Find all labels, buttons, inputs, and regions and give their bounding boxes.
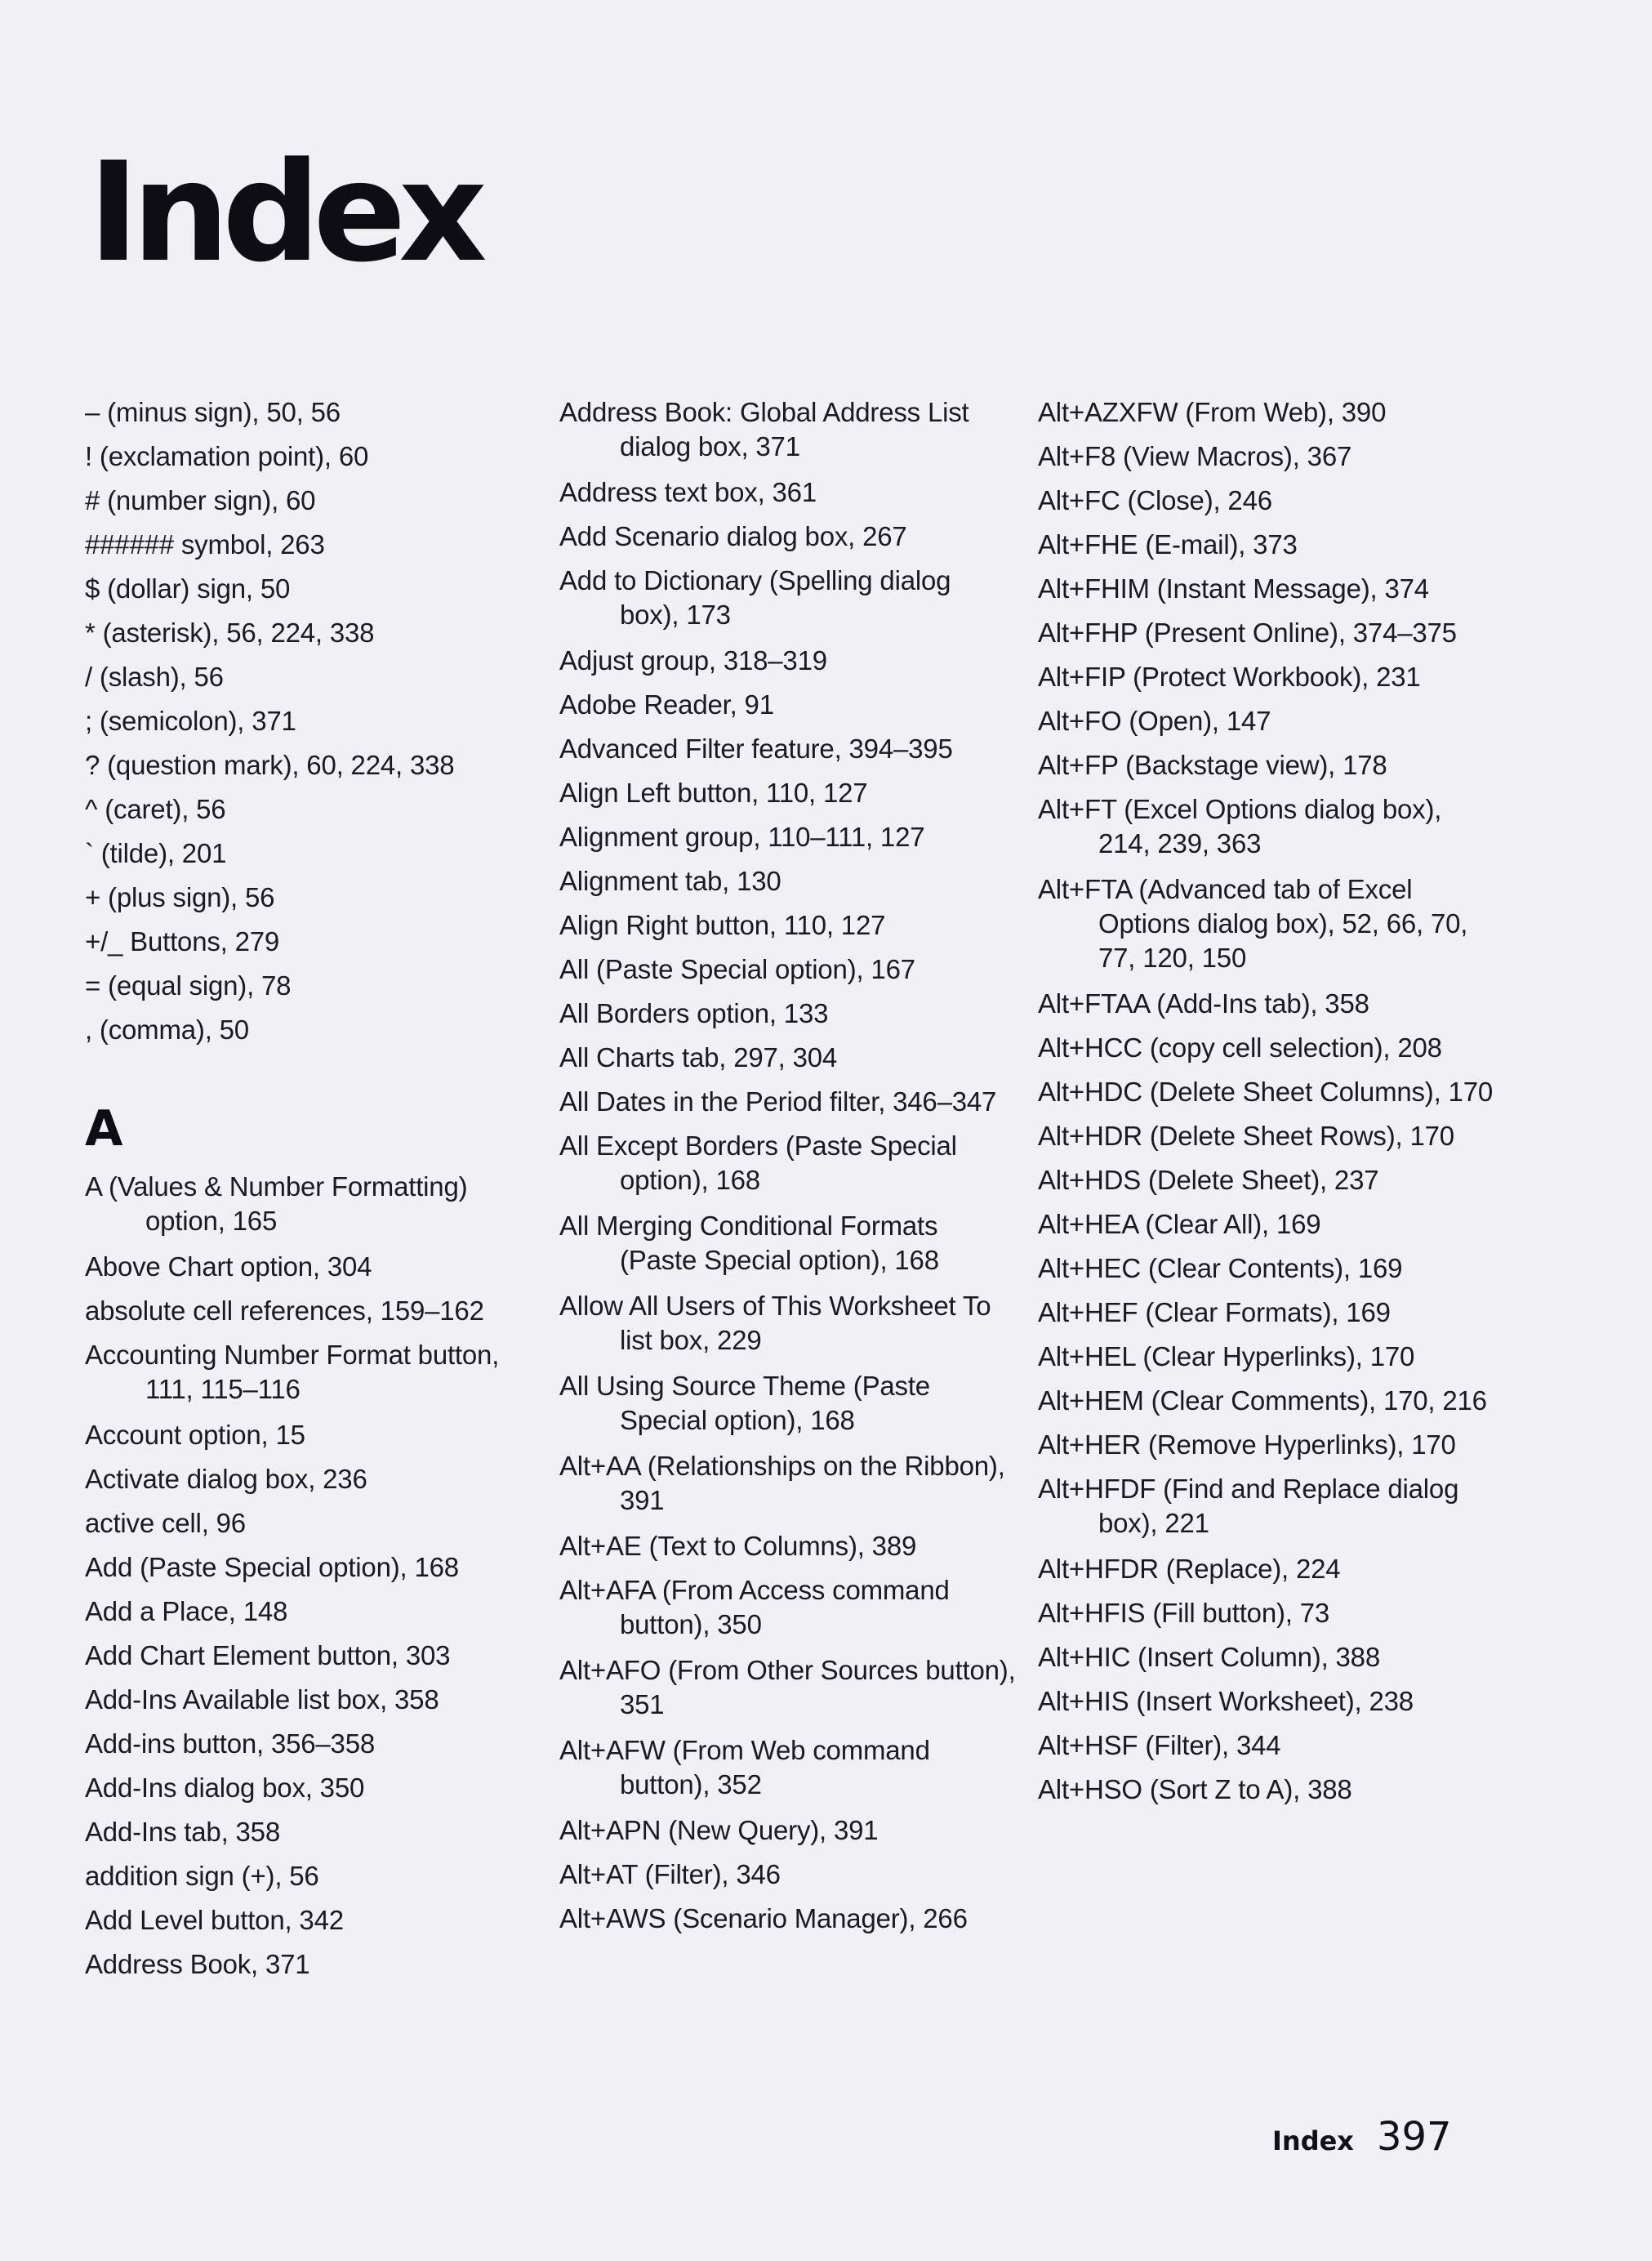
index-entry: # (number sign), 60 — [85, 485, 316, 515]
index-entry: Alt+FHIM (Instant Message), 374 — [1038, 573, 1429, 604]
index-entry: Address Book, 371 — [85, 1949, 310, 1979]
index-entry: Align Left button, 110, 127 — [559, 778, 868, 808]
index-entry: Alt+FT (Excel Options dialog box), 214, 239, 363 — [1038, 794, 1442, 858]
index-entry: Alt+FC (Close), 246 — [1038, 485, 1272, 515]
index-entry: Alt+AA (Relationships on the Ribbon), 391 — [559, 1451, 1005, 1515]
index-entry: / (slash), 56 — [85, 662, 224, 692]
index-entry: Alt+HDC (Delete Sheet Columns), 170 — [1038, 1077, 1493, 1107]
index-entry: Alt+HER (Remove Hyperlinks), 170 — [1038, 1429, 1456, 1460]
index-entry: All Borders option, 133 — [559, 998, 829, 1028]
index-entry: Add Level button, 342 — [85, 1905, 344, 1935]
page-number: 397 — [1376, 2114, 1452, 2160]
index-entry: Above Chart option, 304 — [85, 1251, 372, 1282]
index-entry: Alt+HCC (copy cell selection), 208 — [1038, 1032, 1442, 1063]
index-entry: Allow All Users of This Worksheet To list box, 229 — [559, 1291, 991, 1355]
index-entry: Alt+AWS (Scenario Manager), 266 — [559, 1903, 968, 1933]
index-entry: Alt+HDR (Delete Sheet Rows), 170 — [1038, 1121, 1454, 1151]
index-column-2 — [559, 390, 1017, 1941]
index-entry: Alt+FTAA (Add-Ins tab), 358 — [1038, 988, 1369, 1019]
index-entry: Alt+APN (New Query), 391 — [559, 1815, 879, 1845]
section-letter: A — [85, 1100, 123, 1157]
index-entry: * (asterisk), 56, 224, 338 — [85, 618, 375, 648]
index-entry: absolute cell references, 159–162 — [85, 1296, 484, 1326]
index-entry: Alignment group, 110–111, 127 — [559, 822, 925, 852]
index-column-3 — [1038, 390, 1495, 1812]
index-entry: ! (exclamation point), 60 — [85, 441, 369, 471]
index-entry: Alt+AFA (From Access command button), 350 — [559, 1575, 950, 1639]
index-entry: Alt+HFIS (Fill button), 73 — [1038, 1598, 1330, 1628]
index-entry: All Dates in the Period filter, 346–347 — [559, 1086, 997, 1117]
index-entry: Alt+HEA (Clear All), 169 — [1038, 1209, 1321, 1239]
index-entry: Add a Place, 148 — [85, 1596, 288, 1626]
index-entry: Activate dialog box, 236 — [85, 1464, 367, 1494]
index-entry: ^ (caret), 56 — [85, 794, 226, 824]
index-entry: All Except Borders (Paste Special option), 168 — [559, 1130, 957, 1195]
index-entry: Alt+FHP (Present Online), 374–375 — [1038, 618, 1457, 648]
index-entry: Add-Ins tab, 358 — [85, 1817, 280, 1847]
index-entry: Alt+HIC (Insert Column), 388 — [1038, 1642, 1380, 1672]
index-entry: Alt+HEC (Clear Contents), 169 — [1038, 1253, 1403, 1283]
index-entry: Address text box, 361 — [559, 477, 817, 507]
index-entry: Advanced Filter feature, 394–395 — [559, 734, 953, 764]
footer-label: Index — [1272, 2125, 1354, 2156]
index-entry: All Charts tab, 297, 304 — [559, 1042, 838, 1073]
index-entry: Alt+F8 (View Macros), 367 — [1038, 441, 1352, 471]
index-entry: Alt+FTA (Advanced tab of Excel Options dialog box), 52, 66, 70, 77, 120, 150 — [1038, 874, 1468, 973]
index-entry: Add-ins button, 356–358 — [85, 1728, 376, 1759]
index-entry: Add-Ins Available list box, 358 — [85, 1684, 439, 1715]
index-entry: Alt+HDS (Delete Sheet), 237 — [1038, 1165, 1379, 1195]
index-entry: Alt+HEM (Clear Comments), 170, 216 — [1038, 1385, 1487, 1416]
index-entry: Alt+AZXFW (From Web), 390 — [1038, 397, 1387, 427]
index-entry: Alt+HIS (Insert Worksheet), 238 — [1038, 1686, 1414, 1716]
index-entry: A (Values & Number Formatting) option, 165 — [85, 1171, 468, 1236]
index-entry: Alt+HSO (Sort Z to A), 388 — [1038, 1774, 1352, 1804]
index-entry: Alt+FO (Open), 147 — [1038, 706, 1271, 736]
index-entry: All Merging Conditional Formats (Paste Special option), 168 — [559, 1211, 939, 1275]
index-entry: $ (dollar) sign, 50 — [85, 573, 291, 604]
symbol-entries — [85, 390, 530, 1052]
index-entry: +/_ Buttons, 279 — [85, 926, 280, 957]
index-entry: Adjust group, 318–319 — [559, 645, 827, 676]
index-entry: Alt+AFW (From Web command button), 352 — [559, 1735, 930, 1799]
index-entry: Alt+HFDF (Find and Replace dialog box), 221 — [1038, 1474, 1459, 1538]
index-entry: ` (tilde), 201 — [85, 838, 227, 868]
index-entry: Accounting Number Format button, 111, 115–116 — [85, 1340, 500, 1404]
index-entry: Alt+HEL (Clear Hyperlinks), 170 — [1038, 1341, 1415, 1371]
index-entry: Add Chart Element button, 303 — [85, 1640, 451, 1670]
index-entry: = (equal sign), 78 — [85, 970, 292, 1001]
page-footer — [1272, 2114, 1452, 2160]
index-entry: , (comma), 50 — [85, 1015, 249, 1045]
index-entry: All (Paste Special option), 167 — [559, 954, 915, 984]
index-entry: All Using Source Theme (Paste Special option), 168 — [559, 1371, 930, 1435]
index-entry: + (plus sign), 56 — [85, 882, 275, 912]
index-entry: Alignment tab, 130 — [559, 866, 781, 896]
letter-a-entries — [85, 1165, 530, 1987]
index-entry: Alt+AFO (From Other Sources button), 351 — [559, 1655, 1016, 1719]
index-entry: Adobe Reader, 91 — [559, 689, 774, 720]
index-entry: Address Book: Global Address List dialog box, 371 — [559, 397, 969, 462]
index-entry: ###### symbol, 263 — [85, 529, 325, 560]
index-entry: Add-Ins dialog box, 350 — [85, 1773, 365, 1803]
index-entry: active cell, 96 — [85, 1508, 246, 1538]
index-entry: Alt+FHE (E-mail), 373 — [1038, 529, 1298, 560]
index-entry: Alt+HFDR (Replace), 224 — [1038, 1554, 1341, 1584]
index-entry: ? (question mark), 60, 224, 338 — [85, 750, 455, 780]
index-entry: Alt+FIP (Protect Workbook), 231 — [1038, 662, 1421, 692]
index-entry: Alt+AT (Filter), 346 — [559, 1859, 781, 1889]
page-title: Index — [88, 132, 480, 292]
index-entry: Alt+HEF (Clear Formats), 169 — [1038, 1297, 1391, 1327]
index-entry: Alt+FP (Backstage view), 178 — [1038, 750, 1387, 780]
index-entry: ; (semicolon), 371 — [85, 706, 296, 736]
index-entry: addition sign (+), 56 — [85, 1861, 319, 1891]
index-entry: Add Scenario dialog box, 267 — [559, 521, 907, 551]
index-column-1 — [85, 390, 530, 1987]
index-entry: Add (Paste Special option), 168 — [85, 1552, 459, 1582]
column-3-entries — [1038, 390, 1495, 1812]
index-entry: – (minus sign), 50, 56 — [85, 397, 341, 427]
column-2-entries — [559, 390, 1017, 1941]
index-entry: Account option, 15 — [85, 1420, 305, 1450]
index-entry: Alt+HSF (Filter), 344 — [1038, 1730, 1281, 1760]
index-entry: Align Right button, 110, 127 — [559, 910, 886, 940]
index-entry: Add to Dictionary (Spelling dialog box), 173 — [559, 565, 951, 630]
index-entry: Alt+AE (Text to Columns), 389 — [559, 1531, 917, 1561]
